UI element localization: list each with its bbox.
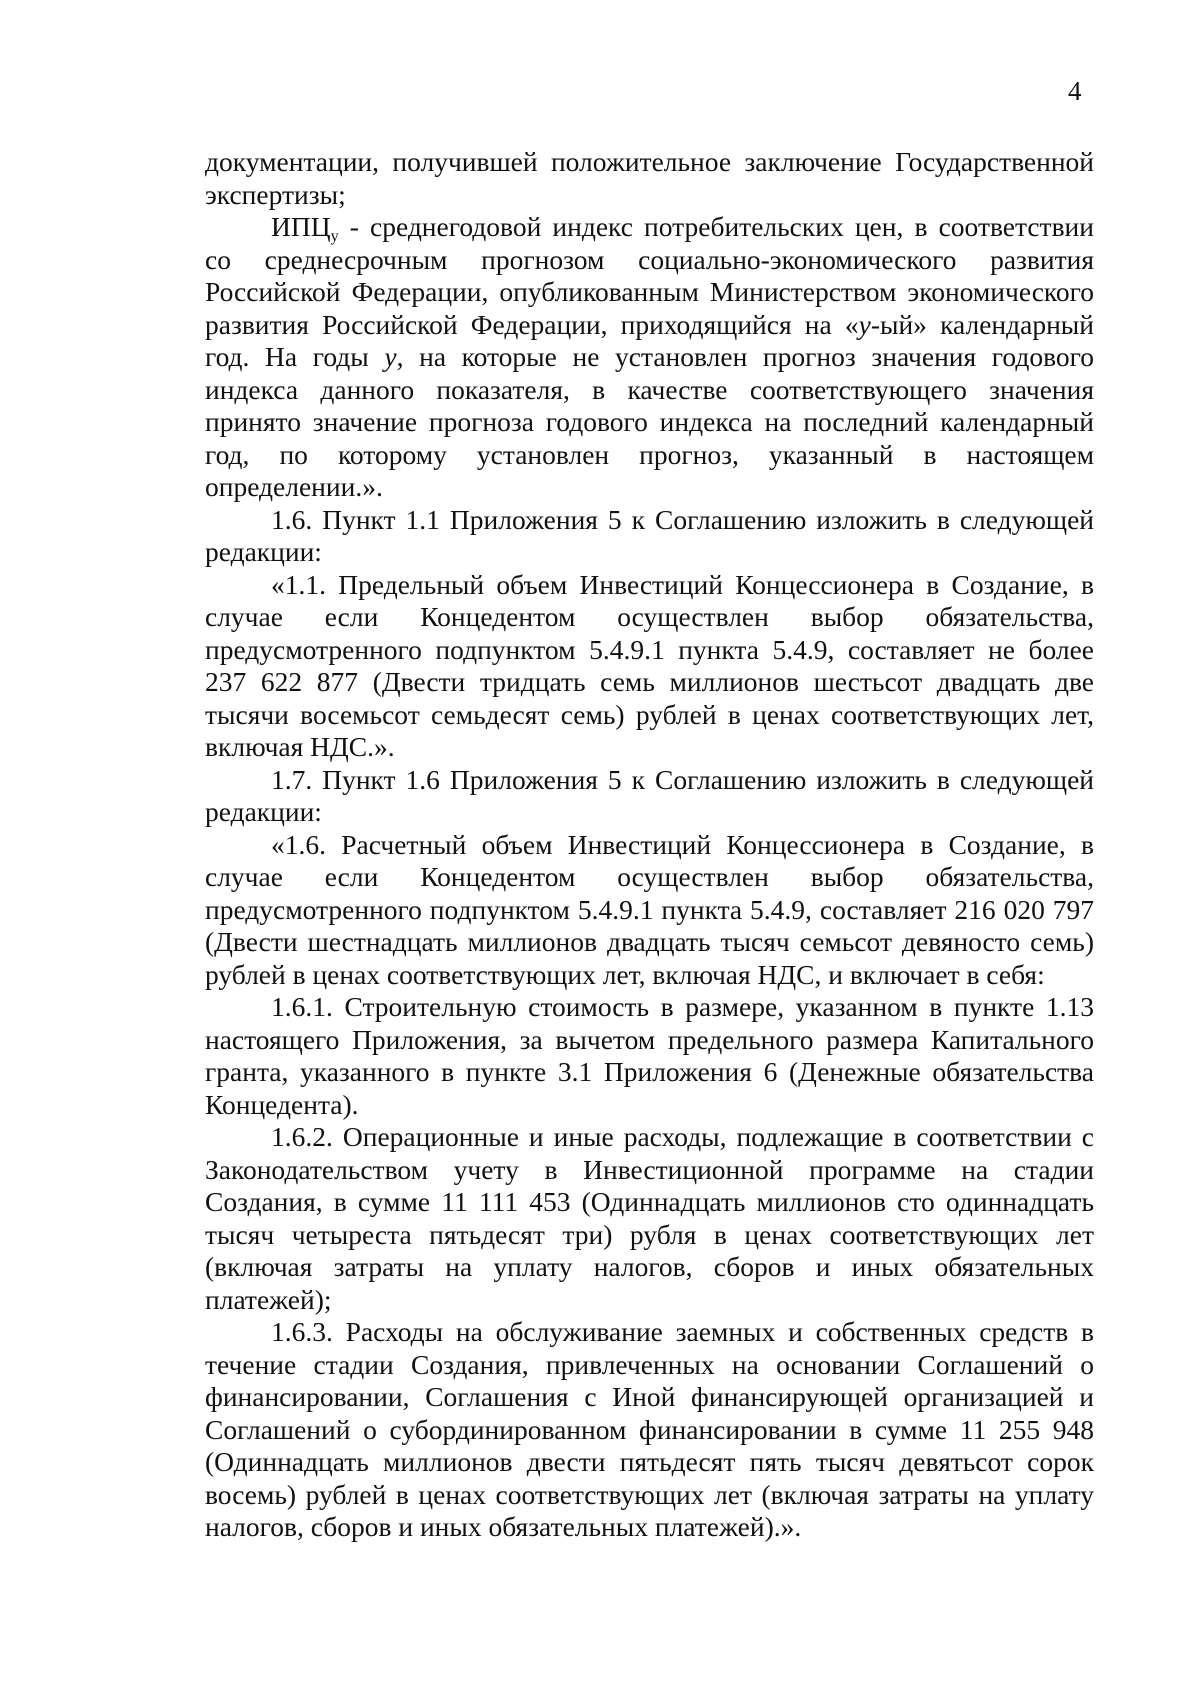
ipc-y-italic-1: у [858,308,871,340]
ipc-symbol: ИПЦ [271,211,331,242]
page-number: 4 [1068,76,1082,106]
paragraph-1-6-1: 1.6.1. Строительную стоимость в размере, указанном в пункте 1.13 настоящего Приложения, за вычетом предельного размера Капитального гранта, указанного в пункте 3.1 Приложения 6 (Денежные обязательства Концедента). [205,991,1094,1120]
ipc-text-part-3: , на которые не установлен прогноз значения годового индекса данного показателя, в качестве соответствующего значения принято значение прогноза годового индекса на последний календарный год, по которому установлен прогноз, указанный в настоящем определении.». [205,341,1094,502]
ipc-text-part-2: -ый» календарный год. На годы [205,308,1094,372]
ipc-text-part-1: - среднегодовой индекс потребительских цен, в соответствии со среднесрочным прогнозом социально-экономического развития Российской Федерации, опубликованным Министерством экономического развития Российской Федерации, приходящийся на « [205,211,1094,340]
paragraph-1-6-3: 1.6.3. Расходы на обслуживание заемных и собственных средств в течение стадии Создания, привлеченных на основании Соглашений о финансировании, Соглашения с Иной финансирующей организацией и Соглашений о субординированном финансировании в сумме 11 255 948 (Одиннадцать миллионов двести пятьдесят пять тысяч девятьсот сорок восемь) рублей в ценах соответствующих лет (включая затраты на уплату налогов, сборов и иных обязательных платежей).». [205,1316,1094,1542]
paragraph-1-6-2: 1.6.2. Операционные и иные расходы, подлежащие в соответствии с Законодательством учету в Инвестиционной программе на стадии Создания, в сумме 11 111 453 (Одиннадцать миллионов сто одиннадцать тысяч четыреста пятьдесят три) рубля в ценах соответствующих лет (включая затраты на уплату налогов, сборов и иных обязательных платежей); [205,1121,1094,1315]
paragraph-ipc-definition [205,211,1094,504]
paragraph-1-7: 1.7. Пункт 1.6 Приложения 5 к Соглашению изложить в следующей редакции: [205,763,1094,827]
paragraph-1-6: 1.6. Пункт 1.1 Приложения 5 к Соглашению изложить в следующей редакции: [205,503,1094,567]
paragraph-continued: документации, получившей положительное заключение Государственной экспертизы; [205,146,1094,210]
document-body [205,146,1094,1544]
ipc-subscript: у [330,228,339,245]
paragraph-1-6-quote: «1.6. Расчетный объем Инвестиций Концессионера в Создание, в случае если Концедентом осуществлен выбор обязательства, предусмотренного подпунктом 5.4.9.1 пункта 5.4.9, составляет 216 020 797 (Двести шестнадцать миллионов двадцать тысяч семьсот девяносто семь) рублей в ценах соответствующих лет, включая НДС, и включает в себя: [205,828,1094,990]
ipc-y-italic-2: у [384,341,397,372]
paragraph-1-1-quote: «1.1. Предельный объем Инвестиций Концессионера в Создание, в случае если Концедентом осуществлен выбор обязательства, предусмотренного подпунктом 5.4.9.1 пункта 5.4.9, составляет не более 237 622 877 (Двести тридцать семь миллионов шестьсот двадцать две тысячи восемьсот семьдесят семь) рублей в ценах соответствующих лет, включая НДС.». [205,568,1094,762]
